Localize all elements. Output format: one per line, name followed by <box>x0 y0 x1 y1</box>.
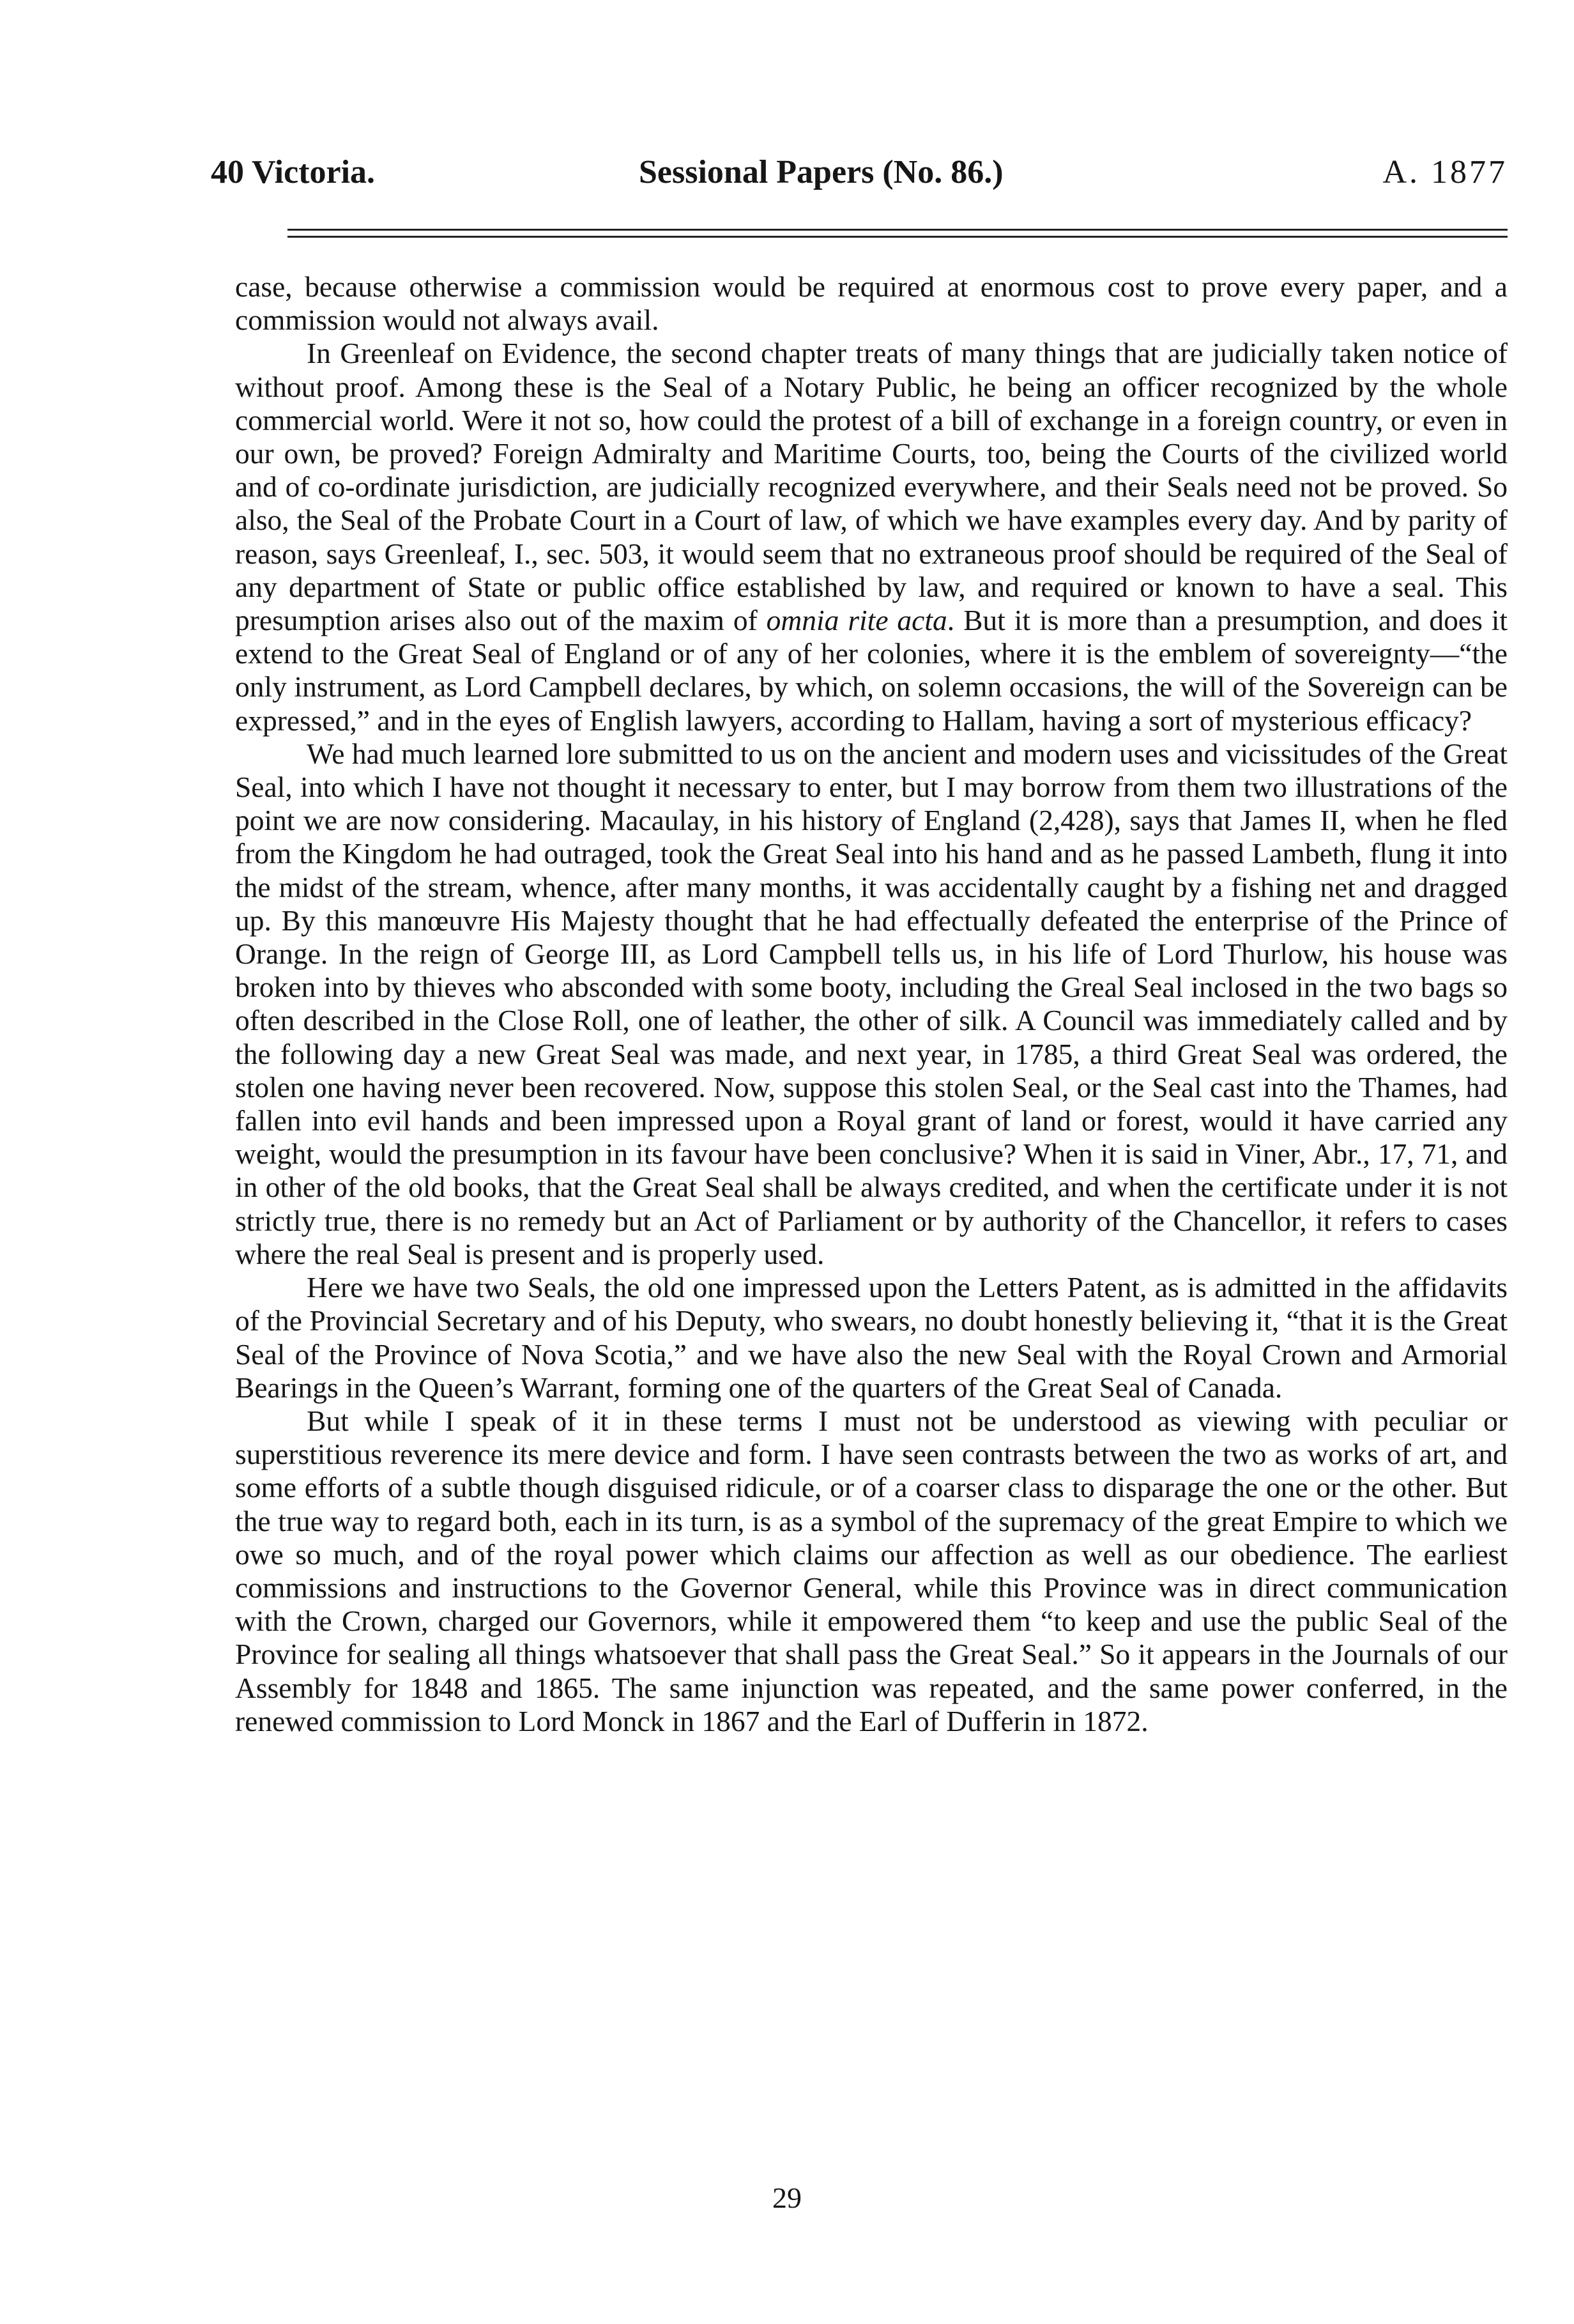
paragraph-2-text: In Greenleaf on Evidence, the second chapter treats of many things that are judicially taken notice of without proof. Among these is the Seal of a Notary Public, he being an officer recognized by the whole commercial world. Were it not so, how could the protest of a bill of exchange in a foreign country, or even in our own, be proved? Foreign Admiralty and Maritime Courts, too, being the Courts of the civilized world and of co-ordinate jurisdiction, are judicially recognized everywhere, and their Seals need not be proved. So also, the Seal of the Probate Court in a Court of law, of which we have examples every day. And by parity of reason, says Greenleaf, I., sec. 503, it would seem that no extraneous proof should be required of the Seal of any department of State or public office established by law, and required or known to have a seal. This presumption arises also out of the maxim of <box>235 337 1508 637</box>
header-session: 40 Victoria. <box>211 154 376 190</box>
header-rule-top <box>287 229 1508 231</box>
body-text <box>235 270 1508 1738</box>
running-header <box>211 144 1508 201</box>
paragraph-5: But while I speak of it in these terms I must not be understood as viewing with peculiar or superstitious reverence its mere device and form. I have seen contrasts between the two as works of art, and some efforts of a subtle though disguised ridicule, or of a coarser class to disparage the one or the other. But the true way to regard both, each in its turn, is as a symbol of the supremacy of the great Empire to which we owe so much, and of the royal power which claims our affection as well as our obedience. The earliest commissions and instructions to the Governor General, while this Province was in direct communication with the Crown, charged our Governors, while it empowered them “to keep and use the public Seal of the Province for sealing all things whatsoever that shall pass the Great Seal.” So it appears in the Journals of our Assembly for 1848 and 1865. The same injunction was repeated, and the same power conferred, in the renewed commission to Lord Monck in 1867 and the Earl of Dufferin in 1872. <box>235 1404 1508 1737</box>
header-year: A. 1877 <box>1382 154 1508 190</box>
paragraph-4: Here we have two Seals, the old one impressed upon the Letters Patent, as is admitted in the affidavits of the Provincial Secretary and of his Deputy, who swears, no doubt honestly believing it, “that it is the Great Seal of the Province of Nova Scotia,” and we have also the new Seal with the Royal Crown and Armorial Bearings in the Queen’s Warrant, forming one of the quarters of the Great Seal of Canada. <box>235 1271 1508 1404</box>
paragraph-1: case, because otherwise a commission would be required at enormous cost to prove every paper, and a commission would not always avail. <box>235 270 1508 337</box>
header-rule-bottom <box>287 236 1508 238</box>
header-title: Sessional Papers (No. 86.) <box>639 154 1004 190</box>
paragraph-3: We had much learned lore submitted to us on the ancient and modern uses and vicissitudes of the Great Seal, into which I have not thought it necessary to enter, but I may borrow from them two illustrations of the point we are now considering. Macaulay, in his history of England (2,428), says that James II, when he fled from the Kingdom he had outraged, took the Great Seal into his hand and as he passed Lambeth, flung it into the midst of the stream, whence, after many months, it was accidentally caught by a fishing net and dragged up. By this manœuvre His Majesty thought that he had effectually defeated the enterprise of the Prince of Orange. In the reign of George III, as Lord Campbell tells us, in his life of Lord Thurlow, his house was broken into by thieves who absconded with some booty, including the Greal Seal inclosed in the two bags so often described in the Close Roll, one of leather, the other of silk. A Council was immediately called and by the following day a new Great Seal was made, and next year, in 1785, a third Great Seal was ordered, the stolen one having never been recovered. Now, suppose this stolen Seal, or the Seal cast into the Thames, had fallen into evil hands and been impressed upon a Royal grant of land or forest, would it have carried any weight, would the presumption in its favour have been conclusive? When it is said in Viner, Abr., 17, 71, and in other of the old books, that the Great Seal shall be always credited, and when the certificate under it is not strictly true, there is no remedy but an Act of Parliament or by authority of the Chancellor, it refers to cases where the real Seal is present and is properly used. <box>235 737 1508 1270</box>
page-number: 29 <box>772 2182 802 2214</box>
latin-maxim: omnia rite acta <box>766 604 947 637</box>
paragraph-2 <box>235 337 1508 737</box>
paragraph-2-continuation: . But it is more than a presumption, and does it extend to the Great Seal of England or of any of her colonies, where it is the emblem of sovereignty—“the only instrument, as Lord Campbell declares, by which, on solemn occasions, the will of the Sovereign can be expressed,” and in the eyes of English lawyers, according to Hallam, having a sort of mysterious efficacy? <box>235 604 1508 737</box>
